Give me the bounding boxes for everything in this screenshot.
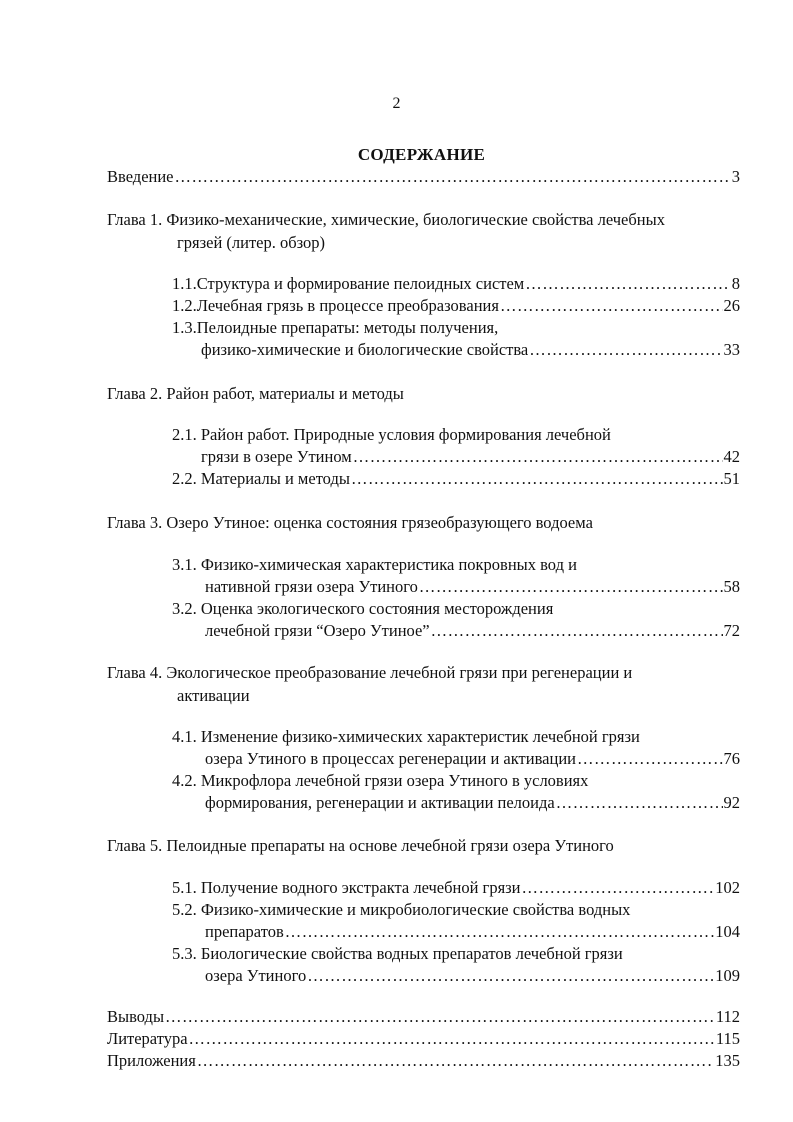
toc-label: нативной грязи озера Утиного — [205, 577, 418, 596]
leader-dots — [500, 296, 723, 316]
toc-page: 3 — [731, 167, 740, 186]
page-number: 2 — [392, 95, 401, 112]
toc-page: 33 — [723, 340, 740, 359]
toc-entry-4-1-title: 4.1. Изменение физико-химических характеристик лечебной грязи — [172, 727, 640, 746]
toc-label: 5.1. Получение водного экстракта лечебной грязи — [172, 878, 521, 897]
chapter-1-title: Глава 1. Физико-механические, химические, биологические свойства лечебных — [107, 210, 665, 229]
toc-label: Введение — [107, 167, 174, 186]
leader-dots — [197, 1051, 714, 1071]
leader-dots — [353, 447, 723, 467]
chapter-5-title: Глава 5. Пелоидные препараты на основе лечебной грязи озера Утиного — [107, 836, 614, 855]
toc-entry-5-1 — [172, 878, 740, 898]
toc-entry-1-3 — [201, 340, 740, 360]
leader-dots — [529, 340, 722, 360]
leader-dots — [556, 793, 723, 813]
page-title: СОДЕРЖАНИЕ — [357, 145, 486, 164]
toc-label: Приложения — [107, 1051, 196, 1070]
toc-label: Литература — [107, 1029, 188, 1048]
toc-entry-2-2 — [172, 469, 740, 489]
toc-label: озера Утиного в процессах регенерации и активации — [205, 749, 576, 768]
toc-page: 58 — [723, 577, 740, 596]
leader-dots — [189, 1029, 715, 1049]
toc-entry-conclusions — [107, 1007, 740, 1027]
leader-dots — [522, 878, 715, 898]
leader-dots — [351, 469, 723, 489]
toc-entry-4-2-title: 4.2. Микрофлора лечебной грязи озера Утиного в условиях — [172, 771, 589, 790]
toc-entry-appendices — [107, 1051, 740, 1071]
toc-entry-5-2-title: 5.2. Физико-химические и микробиологические свойства водных — [172, 900, 631, 919]
toc-entry-4-1 — [205, 749, 740, 769]
toc-entry-1-2 — [172, 296, 740, 316]
toc-entry-3-1-title: 3.1. Физико-химическая характеристика покровных вод и — [172, 555, 577, 574]
toc-label: озера Утиного — [205, 966, 307, 985]
toc-label: физико-химические и биологические свойства — [201, 340, 529, 359]
toc-page: 51 — [723, 469, 740, 488]
toc-entry-intro — [107, 167, 740, 187]
toc-label: Выводы — [107, 1007, 165, 1026]
chapter-2-title: Глава 2. Район работ, материалы и методы — [107, 384, 404, 403]
toc-entry-3-1 — [205, 577, 740, 597]
leader-dots — [419, 577, 723, 597]
toc-entry-2-1-title: 2.1. Район работ. Природные условия формирования лечебной — [172, 425, 611, 444]
toc-page: 112 — [715, 1007, 740, 1026]
toc-page: 8 — [731, 274, 740, 293]
toc-page: 72 — [723, 621, 740, 640]
toc-entry-literature — [107, 1029, 740, 1049]
toc-label: грязи в озере Утином — [201, 447, 352, 466]
toc-label: формирования, регенерации и активации пелоида — [205, 793, 555, 812]
toc-page: 26 — [723, 296, 740, 315]
leader-dots — [431, 621, 723, 641]
toc-entry-5-3-title: 5.3. Биологические свойства водных препаратов лечебной грязи — [172, 944, 623, 963]
toc-entry-3-2 — [205, 621, 740, 641]
toc-page: 42 — [723, 447, 740, 466]
toc-entry-1-1 — [172, 274, 740, 294]
toc-label: 1.2.Лечебная грязь в процессе преобразования — [172, 296, 499, 315]
toc-entry-5-3 — [205, 966, 740, 986]
chapter-3-title: Глава 3. Озеро Утиное: оценка состояния грязеобразующего водоема — [107, 513, 593, 532]
toc-entry-5-2 — [205, 922, 740, 942]
toc-entry-1-3-title: 1.3.Пелоидные препараты: методы получения, — [172, 318, 499, 337]
toc-page: 76 — [723, 749, 740, 768]
toc-entry-2-1 — [201, 447, 740, 467]
toc-page: 104 — [715, 922, 740, 941]
chapter-4-title: Глава 4. Экологическое преобразование лечебной грязи при регенерации и — [107, 663, 633, 682]
toc-entry-3-2-title: 3.2. Оценка экологического состояния месторождения — [172, 599, 554, 618]
toc-label: 2.2. Материалы и методы — [172, 469, 350, 488]
chapter-1-title-cont: грязей (литер. обзор) — [177, 233, 326, 252]
leader-dots — [577, 749, 723, 769]
toc-page: 135 — [715, 1051, 740, 1070]
leader-dots — [165, 1007, 715, 1027]
chapter-4-title-cont: активации — [177, 686, 250, 705]
toc-label: 1.1.Структура и формирование пелоидных систем — [172, 274, 525, 293]
toc-page: 109 — [715, 966, 740, 985]
leader-dots — [307, 966, 714, 986]
toc-label: лечебной грязи “Озеро Утиное” — [205, 621, 430, 640]
leader-dots — [525, 274, 730, 294]
leader-dots — [175, 167, 731, 187]
toc-label: препаратов — [205, 922, 284, 941]
toc-page: 115 — [715, 1029, 740, 1048]
toc-page: 102 — [715, 878, 740, 897]
leader-dots — [285, 922, 715, 942]
toc-entry-4-2 — [205, 793, 740, 813]
toc-page: 92 — [723, 793, 740, 812]
